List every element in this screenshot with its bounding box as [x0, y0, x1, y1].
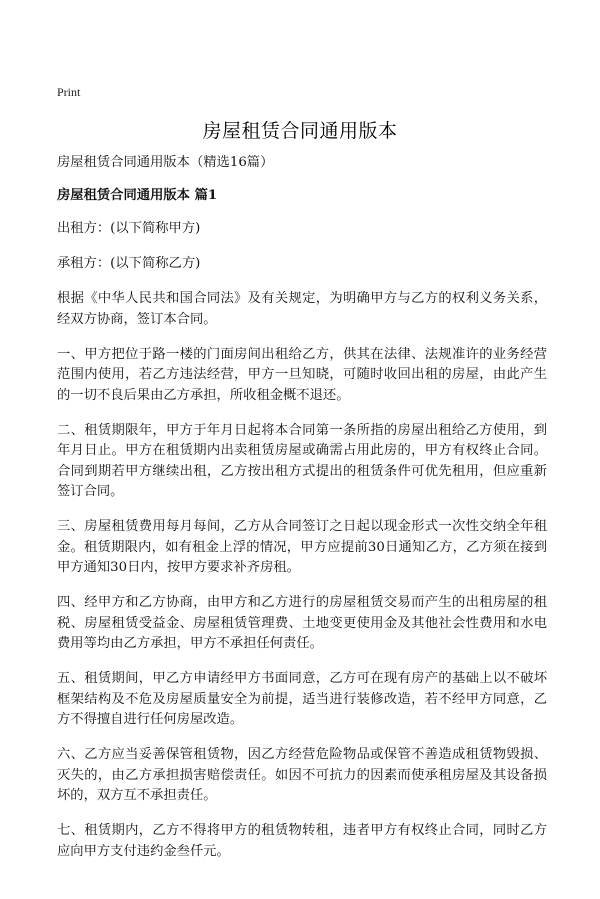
- print-label: Print: [57, 85, 81, 99]
- document-subtitle: 房屋租赁合同通用版本（精选16篇）: [57, 155, 274, 170]
- preamble-paragraph: 根据《中华人民共和国合同法》及有关规定，为明确甲方与乙方的权利义务关系，经双方协商，签订本合同。: [57, 291, 547, 327]
- clause-paragraph-2: 二、租赁期限年，甲方于年月日起将本合同第一条所指的房屋出租给乙方使用，到年月日止。甲方在租赁期内出卖租赁房屋或确需占用此房的，甲方有权终止合同。合同到期若甲方继续出租，乙方按出租方式提出的租赁条件可优先租用，但应重新签订合同。: [57, 422, 547, 499]
- party-lessor-line: 出租方：(以下简称甲方): [57, 221, 201, 236]
- clause-paragraph-4: 四、经甲方和乙方协商，由甲方和乙方进行的房屋租赁交易而产生的出租房屋的租税、房屋租赁受益金、房屋租赁管理费、土地变更使用金及其他社会性费用和水电费用等均由乙方承担，甲方不承担任何责任。: [57, 595, 547, 651]
- clause-paragraph-1: 一、甲方把位于路一楼的门面房间出租给乙方，供其在法律、法规准许的业务经营范围内使用，若乙方违法经营，甲方一旦知晓，可随时收回出租的房屋，由此产生的一切不良后果由乙方承担，所收租金概不退还。: [57, 346, 547, 403]
- clause-paragraph-3: 三、房屋租赁费用每月每间，乙方从合同签订之日起以现金形式一次性交纳全年租金。租赁期限内，如有租金上浮的情况，甲方应提前30日通知乙方，乙方须在接到甲方通知30日内，按甲方要求补齐房租。: [57, 519, 547, 575]
- party-lessee-line: 承租方：(以下简称乙方): [57, 256, 201, 271]
- document-title: 房屋租赁合同通用版本: [202, 120, 398, 142]
- document-body: [57, 153, 547, 877]
- clause-paragraph-5: 五、租赁期间，甲乙方申请经甲方书面同意，乙方可在现有房产的基础上以不破坏框架结构及不危及房屋质量安全为前提，适当进行装修改造，若不经甲方同意，乙方不得擅自进行任何房屋改造。: [57, 671, 547, 727]
- section-heading: 房屋租赁合同通用版本 篇1: [57, 187, 218, 203]
- clause-paragraph-7: 七、租赁期内，乙方不得将甲方的租赁物转租，违者甲方有权终止合同，同时乙方应向甲方支付违约金叁仟元。: [57, 823, 547, 859]
- clause-paragraph-6: 六、乙方应当妥善保管租赁物，因乙方经营危险物品或保管不善造成租赁物毁损、灭失的，由乙方承担损害赔偿责任。如因不可抗力的因素而使承租房屋及其设备损坏的，双方互不承担责任。: [57, 747, 547, 803]
